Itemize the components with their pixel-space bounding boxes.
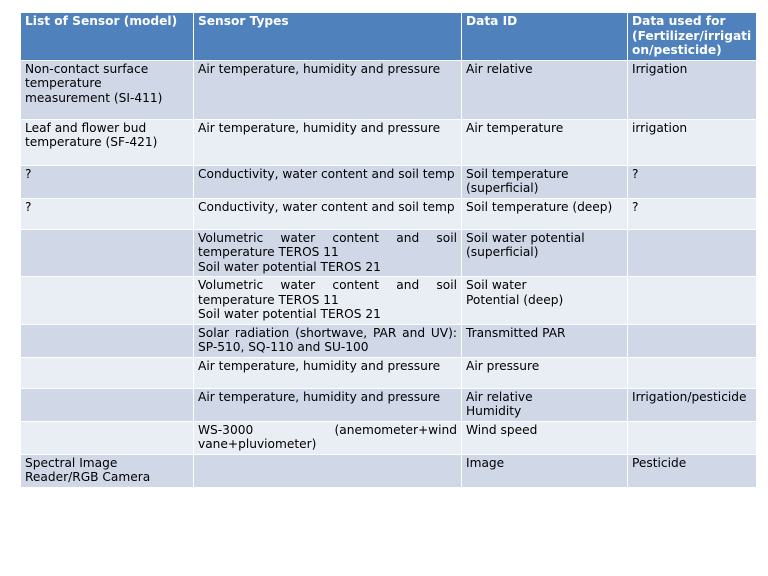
cell-data-used-for — [628, 324, 757, 357]
cell-text: Air temperature, humidity and pressure — [198, 120, 441, 135]
cell-sensor-types — [194, 119, 462, 165]
table-row — [21, 60, 757, 119]
cell-sensor-types — [194, 421, 462, 454]
table-row — [21, 277, 757, 325]
cell-data-used-for — [628, 119, 757, 165]
cell-data-id — [462, 229, 628, 277]
cell-text: Soil temperature (deep) — [466, 199, 613, 214]
cell-sensor-types — [194, 198, 462, 229]
cell-sensor-model — [21, 119, 194, 165]
cell-text: Air temperature, humidity and pressure — [198, 389, 441, 404]
table-row — [21, 454, 757, 487]
table-row — [21, 165, 757, 198]
cell-data-id — [462, 277, 628, 325]
header-data-used-for: Data used for (Fertilizer/irrigation/pesticide) — [628, 13, 757, 61]
cell-text: Solar radiation (shortwave, PAR and UV): SP-510, SQ-110 and SU-100 — [198, 325, 457, 354]
cell-text: Conductivity, water content and soil temp — [198, 166, 455, 181]
cell-data-id — [462, 357, 628, 388]
cell-sensor-types — [194, 454, 462, 487]
sensor-table — [20, 12, 757, 488]
cell-sensor-model — [21, 165, 194, 198]
cell-data-used-for — [628, 388, 757, 421]
cell-data-used-for — [628, 454, 757, 487]
cell-sensor-model — [21, 324, 194, 357]
cell-text: Soil water potential (superficial) — [466, 230, 585, 259]
cell-text: Pesticide — [632, 455, 687, 470]
cell-sensor-types — [194, 357, 462, 388]
header-sensor-types: Sensor Types — [194, 13, 462, 61]
table-row — [21, 198, 757, 229]
table-row — [21, 388, 757, 421]
table-row — [21, 421, 757, 454]
cell-text: ? — [25, 199, 32, 214]
table-row — [21, 357, 757, 388]
cell-text: Transmitted PAR — [466, 325, 566, 340]
cell-sensor-model — [21, 198, 194, 229]
cell-text: Air pressure — [466, 358, 540, 373]
cell-data-used-for — [628, 198, 757, 229]
cell-data-id — [462, 421, 628, 454]
cell-text: Soil water — [466, 278, 527, 292]
cell-text: Air temperature, humidity and pressure — [198, 61, 441, 76]
cell-sensor-model — [21, 454, 194, 487]
cell-text: Potential (deep) — [466, 292, 564, 307]
cell-text: Humidity — [466, 404, 522, 418]
cell-data-id — [462, 324, 628, 357]
cell-sensor-types — [194, 388, 462, 421]
cell-text: irrigation — [632, 120, 688, 135]
cell-text: ? — [632, 199, 639, 214]
cell-data-id — [462, 198, 628, 229]
cell-text: WS-3000 (anemometer+wind vane+pluviometer) — [198, 422, 457, 451]
cell-data-used-for — [628, 277, 757, 325]
cell-sensor-model — [21, 229, 194, 277]
table-row — [21, 229, 757, 277]
cell-text: ? — [25, 166, 32, 181]
cell-text: Volumetric water content and soil temperature TEROS 11 — [198, 278, 457, 307]
cell-data-id — [462, 119, 628, 165]
table-row — [21, 119, 757, 165]
cell-data-used-for — [628, 357, 757, 388]
header-sensor-model: List of Sensor (model) — [21, 13, 194, 61]
cell-sensor-types — [194, 60, 462, 119]
cell-text: Leaf and flower bud temperature (SF-421) — [25, 120, 158, 149]
cell-text: Conductivity, water content and soil temp — [198, 199, 455, 214]
cell-data-used-for — [628, 421, 757, 454]
cell-text: Image — [466, 455, 505, 470]
header-data-id: Data ID — [462, 13, 628, 61]
cell-text: Soil water potential TEROS 21 — [198, 307, 381, 321]
cell-text: Wind speed — [466, 422, 538, 437]
cell-text: Soil temperature (superficial) — [466, 166, 569, 195]
cell-text: Soil water potential TEROS 21 — [198, 259, 381, 274]
cell-text: Non-contact surface temperature measurement (SI-411) — [25, 61, 163, 105]
cell-sensor-model — [21, 357, 194, 388]
cell-text: Air relative — [466, 389, 533, 404]
cell-text: Air temperature — [466, 120, 564, 135]
cell-data-used-for — [628, 60, 757, 119]
cell-sensor-model — [21, 388, 194, 421]
cell-sensor-model — [21, 277, 194, 325]
cell-text: Irrigation — [632, 61, 688, 76]
cell-text: Air temperature, humidity and pressure — [198, 358, 441, 373]
cell-data-id — [462, 60, 628, 119]
cell-data-id — [462, 165, 628, 198]
cell-sensor-types — [194, 277, 462, 325]
table-row — [21, 324, 757, 357]
cell-text: Spectral Image Reader/RGB Camera — [25, 455, 151, 484]
cell-text: Air relative — [466, 61, 533, 76]
cell-text: Volumetric water content and soil temperature TEROS 11 — [198, 230, 457, 259]
cell-sensor-model — [21, 60, 194, 119]
cell-text: ? — [632, 166, 639, 181]
cell-data-id — [462, 454, 628, 487]
cell-sensor-types — [194, 324, 462, 357]
cell-sensor-types — [194, 165, 462, 198]
cell-data-id — [462, 388, 628, 421]
cell-sensor-types — [194, 229, 462, 277]
header-row — [21, 13, 757, 61]
cell-sensor-model — [21, 421, 194, 454]
cell-data-used-for — [628, 229, 757, 277]
cell-data-used-for — [628, 165, 757, 198]
cell-text: Irrigation/pesticide — [632, 389, 747, 404]
